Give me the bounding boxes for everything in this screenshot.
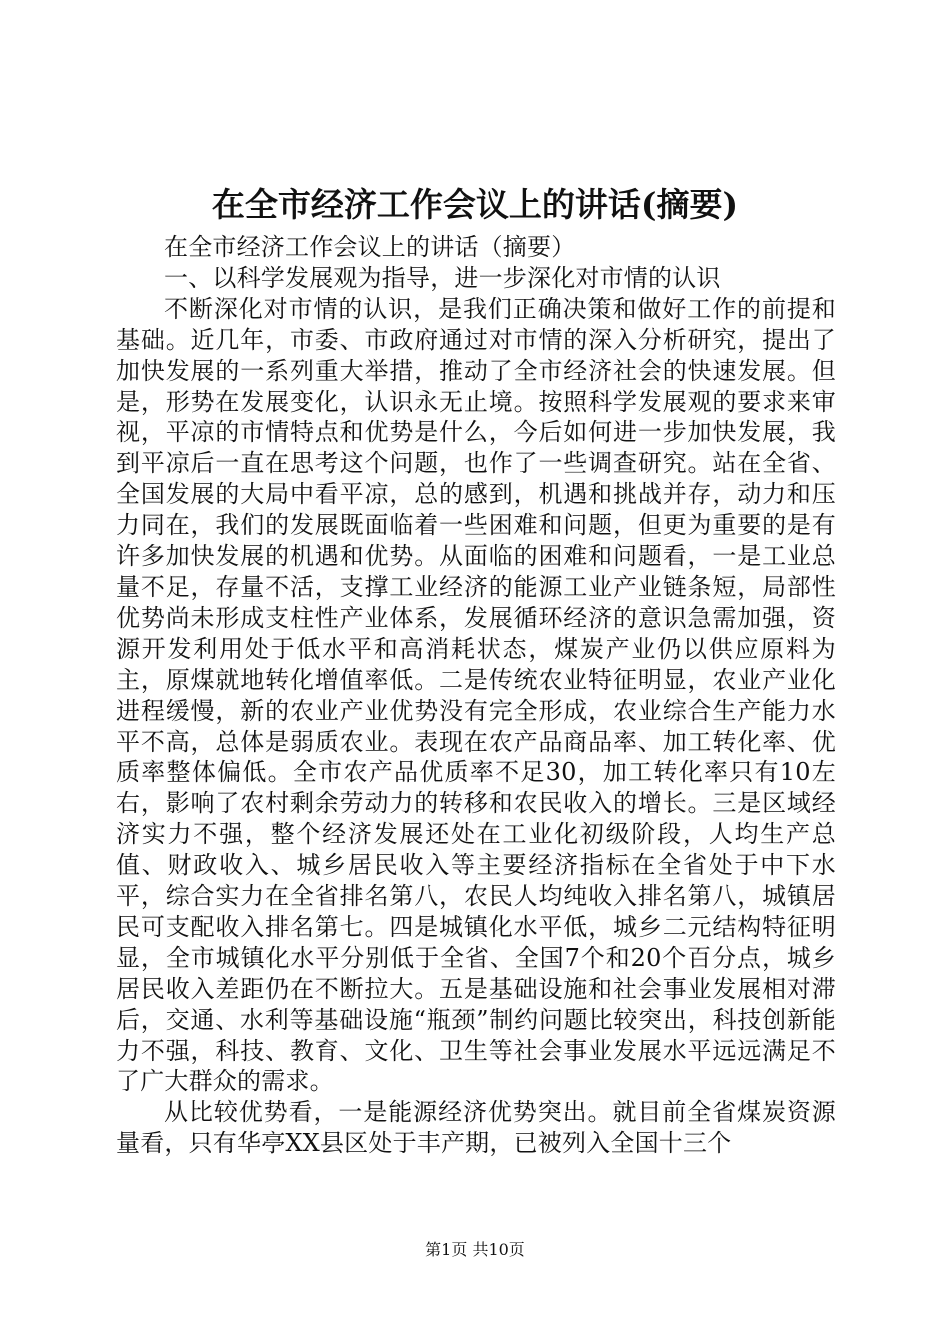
paragraph-body: 不断深化对市情的认识，是我们正确决策和做好工作的前提和基础。近几年，市委、市政府通过对市情的深入分析研究，提出了加快发展的一系列重大举措，推动了全市经济社会的快速发展。但是，形势在发展变化，认识永无止境。按照科学发展观的要求来审视，平凉的市情特点和优势是什么，今后如何进一步加快发展，我到平凉后一直在思考这个问题，也作了一些调查研究。站在全省、全国发展的大局中看平凉，总的感到，机遇和挑战并存，动力和压力同在，我们的发展既面临着一些困难和问题，但更为重要的是有许多加快发展的机遇和优势。从面临的困难和问题看，一是工业总量不足，存量不活，支撑工业经济的能源工业产业链条短，局部性优势尚未形成支柱性产业体系，发展循环经济的意识急需加强，资源开发利用处于低水平和高消耗状态，煤炭产业仍以供应原料为主，原煤就地转化增值率低。二是传统农业特征明显，农业产业化进程缓慢，新的农业产业优势没有完全形成，农业综合生产能力水平不高，总体是弱质农业。表现在农产品商品率、加工转化率、优质率整体偏低。全市农产品优质率不足30，加工转化率只有10左右，影响了农村剩余劳动力的转移和农民收入的增长。三是区域经济实力不强，整个经济发展还处在工业化初级阶段，人均生产总值、财政收入、城乡居民收入等主要经济指标在全省处于中下水平，综合实力在全省排名第八，农民人均纯收入排名第八，城镇居民可支配收入排名第七。四是城镇化水平低，城乡二元结构特征明显，全市城镇化水平分别低于全省、全国7个和20个百分点，城乡居民收入差距仍在不断拉大。五是基础设施和社会事业发展相对滞后，交通、水利等基础设施“瓶颈”制约问题比较突出，科技创新能力不强，科技、教育、文化、卫生等社会事业发展水平远远满足不了广大群众的需求。 [116, 294, 836, 1096]
paragraph-body: 从比较优势看，一是能源经济优势突出。就目前全省煤炭资源量看，只有华亭XX县区处于丰产期，已被列入全国十三个 [116, 1098, 836, 1158]
document-title: 在全市经济工作会议上的讲话(摘要) [211, 185, 739, 224]
paragraph-subtitle: 在全市经济工作会议上的讲话（摘要） [164, 233, 576, 261]
document-body [116, 232, 836, 1159]
page-footer: 第1页 共10页 [425, 1240, 525, 1259]
paragraph-section-heading: 一、以科学发展观为指导，进一步深化对市情的认识 [164, 263, 721, 292]
